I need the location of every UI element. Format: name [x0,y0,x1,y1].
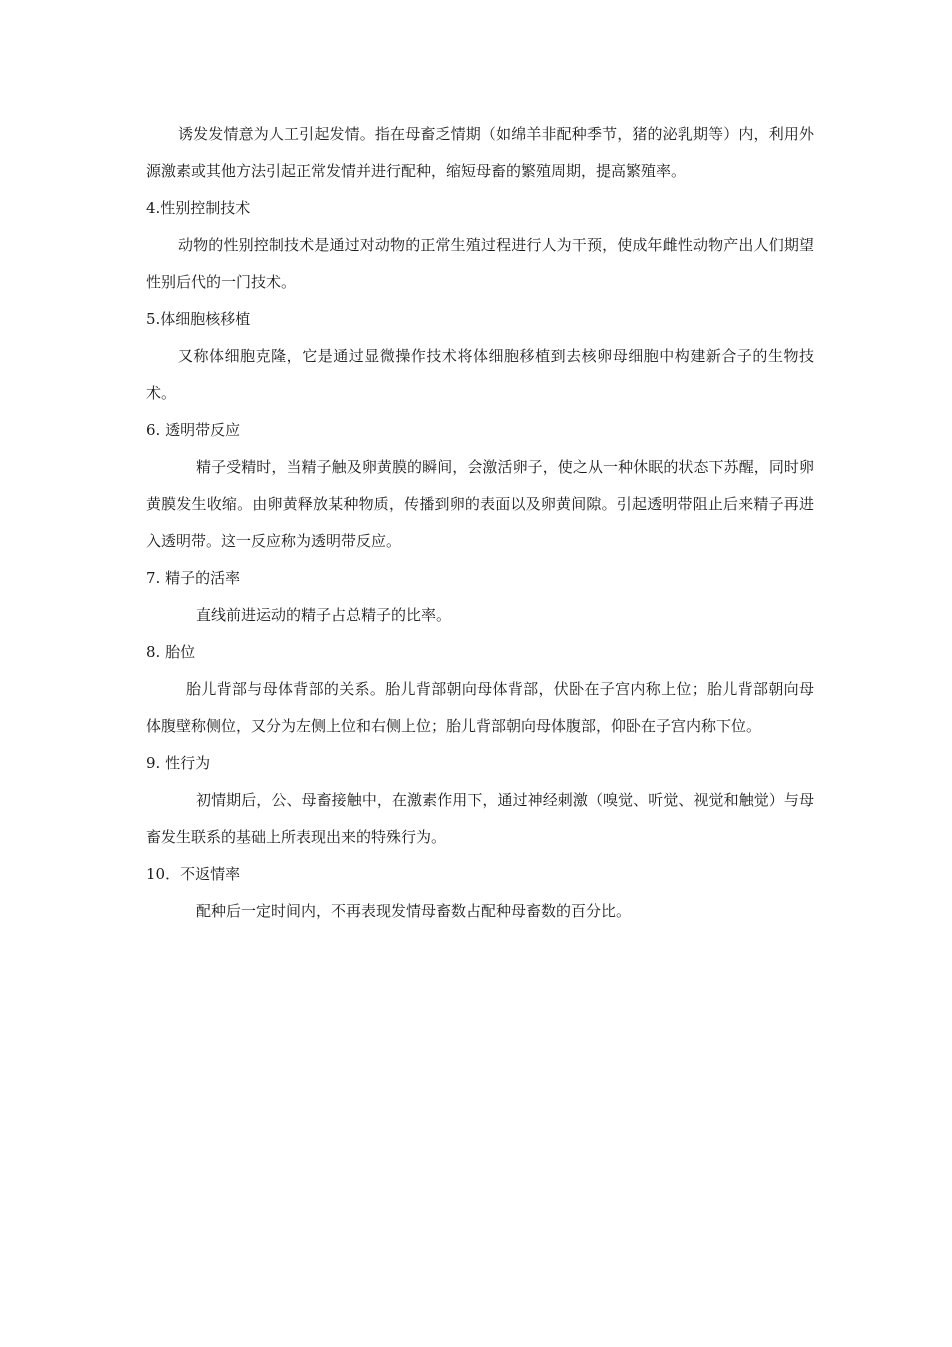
section-body-fetal-position: 胎儿背部与母体背部的关系。胎儿背部朝向母体背部，伏卧在子宫内称上位；胎儿背部朝向母体腹壁称侧位，又分为左侧上位和右侧上位；胎儿背部朝向母体腹部，仰卧在子宫内称下位。 [146,680,814,735]
section-body-sexual-behavior: 初情期后，公、母畜接触中，在激素作用下，通过神经刺激（嗅觉、听觉、视觉和触觉）与母畜发生联系的基础上所表现出来的特殊行为。 [146,791,814,846]
section-body-zona-reaction: 精子受精时，当精子触及卵黄膜的瞬间，会激活卵子，使之从一种休眠的状态下苏醒，同时卵黄膜发生收缩。由卵黄释放某种物质，传播到卵的表面以及卵黄间隙。引起透明带阻止后来精子再进入透明带。这一反应称为透明带反应。 [146,458,814,550]
section-body-non-return-rate: 配种后一定时间内，不再表现发情母畜数占配种母畜数的百分比。 [196,902,632,920]
section-heading-fetal-position: 8. 胎位 [146,643,196,661]
section-heading-non-return-rate: 10．不返情率 [146,865,241,883]
section-heading-sperm-motility: 7. 精子的活率 [146,569,241,587]
section-heading-sex-control: 4.性别控制技术 [146,199,251,217]
section-heading-zona-reaction: 6. 透明带反应 [146,421,241,439]
section-heading-nuclear-transfer: 5.体细胞核移植 [146,310,251,328]
document-page [146,116,814,930]
section-body-sex-control: 动物的性别控制技术是通过对动物的正常生殖过程进行人为干预，使成年雌性动物产出人们期望性别后代的一门技术。 [146,236,814,291]
section-heading-sexual-behavior: 9. 性行为 [146,754,211,772]
section-body-sperm-motility: 直线前进运动的精子占总精子的比率。 [196,606,452,624]
section-body-nuclear-transfer: 又称体细胞克隆，它是通过显微操作技术将体细胞移植到去核卵母细胞中构建新合子的生物技术。 [146,347,814,402]
intro-paragraph: 诱发发情意为人工引起发情。指在母畜乏情期（如绵羊非配种季节，猪的泌乳期等）内，利用外源激素或其他方法引起正常发情并进行配种，缩短母畜的繁殖周期，提高繁殖率。 [146,125,814,180]
